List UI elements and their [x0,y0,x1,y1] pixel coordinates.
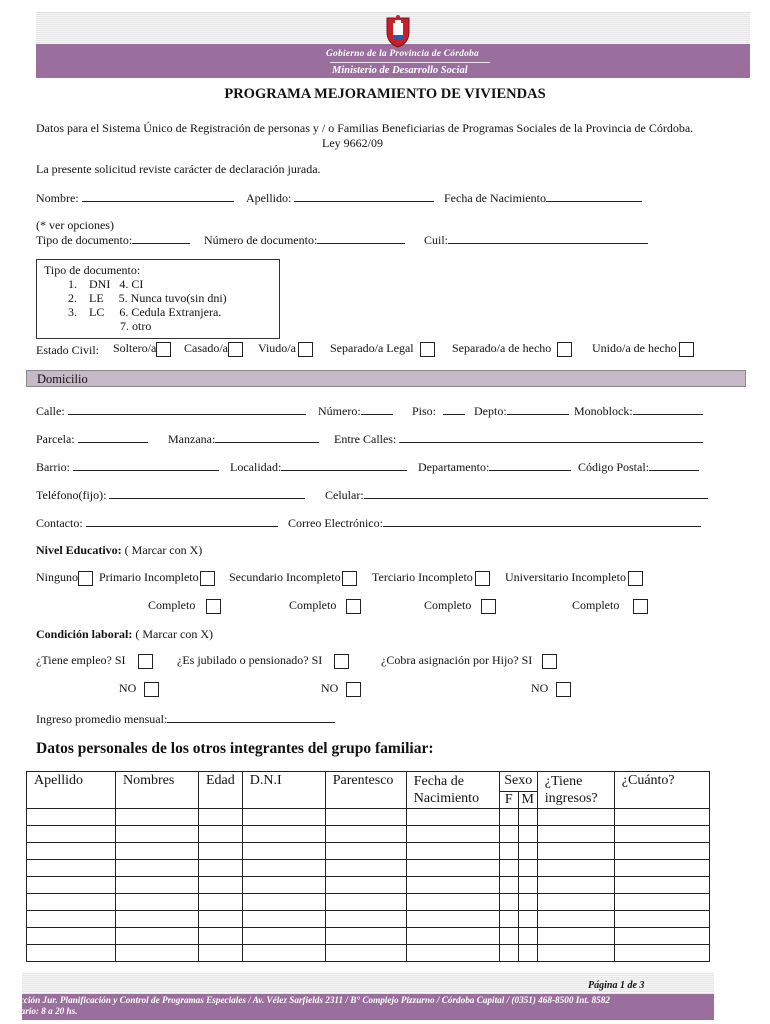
calle-line[interactable] [68,403,306,415]
col-cuanto: ¿Cuánto? [614,772,709,809]
separado-legal-checkbox[interactable] [420,342,435,357]
parcela-field[interactable] [36,431,148,447]
universitario-incompleto-checkbox[interactable] [628,571,643,586]
contacto-line[interactable] [86,515,278,527]
localidad-line[interactable] [281,459,407,471]
numero-label: Número: [318,404,361,418]
table-row[interactable] [27,911,710,928]
primario-completo-checkbox[interactable] [206,599,221,614]
apellido-line[interactable] [294,190,434,202]
completo-label: Completo [148,598,196,612]
separado-legal-label: Separado/a Legal [330,341,414,355]
entre-calles-label: Entre Calles: [334,432,397,446]
unido-checkbox[interactable] [679,342,694,357]
jubilado-si-checkbox[interactable] [334,654,349,669]
footer-text [3,995,610,1017]
edu-secundario-incompleto[interactable] [229,570,357,586]
empleo-si[interactable] [36,653,153,669]
tipo-box-row: 1. DNI 4. CI [68,277,144,291]
col-sexo-m: M [518,792,537,809]
jubilado-label: ¿Es jubilado o pensionado? SI [177,653,323,667]
fecha-nac-line[interactable] [546,190,642,202]
col-edad: Edad [199,772,243,809]
page-number: Página 1 de 3 [588,980,645,991]
apellido-field[interactable] [246,190,434,206]
edu-secundario-completo[interactable] [289,598,361,614]
asignacion-no-checkbox[interactable] [556,682,571,697]
ninguno-label: Ninguno [36,570,78,584]
monoblock-label: Monoblock: [574,404,633,418]
page-title: PROGRAMA MEJORAMIENTO DE VIVIENDAS [224,86,546,102]
nombre-line[interactable] [82,190,234,202]
codigo-postal-field[interactable] [578,459,699,475]
calle-field[interactable] [36,403,306,419]
col-nombres: Nombres [116,772,199,809]
asignacion-si-checkbox[interactable] [542,654,557,669]
fecha-nac-field[interactable] [444,190,642,206]
universitario-completo-checkbox[interactable] [633,599,648,614]
footer-address: Dirección Jur. Planificación y Control de Programas Especiales / Av. Vélez Sarfields 2311 / B° Complejo Pizzurno / Córdoba Capital / (0351) 468-8500 Int. 8582 [3,995,610,1005]
ver-opciones-note: (* ver opciones) [36,218,114,232]
viudo-label: Viudo/a [258,341,296,355]
secundario-label: Secundario Incompleto [229,570,341,584]
piso-line[interactable] [443,403,465,415]
casado-checkbox[interactable] [228,342,243,357]
correo-label: Correo Electrónico: [288,516,383,530]
footer-hours: Horario: 8 a 20 hs. [3,1006,78,1016]
ingreso-label: Ingreso promedio mensual: [36,712,168,726]
telefono-field[interactable] [36,487,305,503]
edu-ninguno[interactable] [36,570,93,586]
edu-terciario-completo[interactable] [424,598,496,614]
tipo-doc-line[interactable] [132,232,190,244]
educativo-title: Nivel Educativo: [36,543,122,557]
numero-doc-label: Número de documento: [204,233,318,247]
estado-civil-viudo[interactable] [258,341,313,357]
numero-doc-field[interactable] [204,232,405,248]
declaracion-text: La presente solicitud reviste carácter de declaración jurada. [36,162,321,176]
secundario-incompleto-checkbox[interactable] [342,571,357,586]
domicilio-section-bar [26,370,746,387]
monoblock-field[interactable] [574,403,703,419]
localidad-field[interactable] [230,459,407,475]
cuil-field[interactable] [424,232,648,248]
departamento-line[interactable] [489,459,571,471]
estado-civil-soltero[interactable] [113,341,171,357]
soltero-checkbox[interactable] [156,342,171,357]
parcela-label: Parcela: [36,432,75,446]
contacto-field[interactable] [36,515,278,531]
laboral-title: Condición laboral: [36,627,133,641]
table-row[interactable] [27,928,710,945]
fecha-nac-label: Fecha de Nacimiento [444,191,546,205]
entre-calles-line[interactable] [399,431,703,443]
terciario-completo-checkbox[interactable] [481,599,496,614]
primario-incompleto-checkbox[interactable] [200,571,215,586]
no-label: NO [119,681,137,695]
localidad-label: Localidad: [230,460,282,474]
terciario-incompleto-checkbox[interactable] [475,571,490,586]
secundario-completo-checkbox[interactable] [346,599,361,614]
estado-civil-unido[interactable] [592,341,694,357]
tipo-doc-label: Tipo de documento: [36,233,133,247]
barrio-field[interactable] [36,459,219,475]
tipo-box-title: Tipo de documento: [44,263,141,277]
completo-label: Completo [289,598,337,612]
viudo-checkbox[interactable] [298,342,313,357]
codigo-postal-line[interactable] [649,459,699,471]
celular-field[interactable] [325,487,708,503]
empleo-si-checkbox[interactable] [138,654,153,669]
estado-civil-casado[interactable] [184,341,243,357]
col-sexo: Sexo [499,772,537,792]
laboral-heading [36,627,213,642]
intro-text: Datos para el Sistema Único de Registración de personas y / o Familias Beneficiarias de Programas Sociales de la Provincia de Córdoba. [36,121,694,135]
departamento-label: Departamento: [418,460,490,474]
table-row[interactable] [27,843,710,860]
contacto-label: Contacto: [36,516,83,530]
table-row[interactable] [27,826,710,843]
edu-primario-incompleto[interactable] [99,570,215,586]
correo-field[interactable] [288,515,701,531]
jubilado-no[interactable] [321,681,361,697]
ingreso-field[interactable] [36,711,335,727]
edu-universitario-incompleto[interactable] [505,570,643,586]
table-row[interactable] [27,894,710,911]
edu-primario-completo[interactable] [148,598,221,614]
piso-label: Piso: [412,404,437,418]
completo-label: Completo [572,598,620,612]
barrio-label: Barrio: [36,460,70,474]
col-parentesco: Parentesco [325,772,406,809]
separado-hecho-label: Separado/a de hecho [452,341,552,355]
celular-line[interactable] [364,487,708,499]
tipo-box-row: 7. otro [120,319,152,333]
table-row[interactable] [27,945,710,962]
unido-label: Unido/a de hecho [592,341,677,355]
parcela-line[interactable] [78,431,148,443]
barrio-line[interactable] [73,459,219,471]
tipo-box-row: 2. LE 5. Nunca tuvo(sin dni) [68,291,227,305]
domicilio-section-title: Domicilio [37,372,88,386]
tipo-doc-field[interactable] [36,232,190,248]
estado-civil-separado-legal[interactable] [330,341,435,357]
correo-line[interactable] [383,515,701,527]
calle-label: Calle: [36,404,65,418]
manzana-label: Manzana: [168,432,216,446]
asignacion-no[interactable] [531,681,571,697]
nombre-label: Nombre: [36,191,79,205]
numero-doc-line[interactable] [317,232,405,244]
table-row[interactable] [27,860,710,877]
col-fecha: Fecha de Nacimiento [406,772,499,809]
tipo-documento-legend [44,263,227,333]
nombre-field[interactable] [36,190,234,206]
telefono-line[interactable] [109,487,305,499]
familia-title: Datos personales de los otros integrantes del grupo familiar: [36,740,434,757]
jubilado-no-checkbox[interactable] [346,682,361,697]
col-dni: D.N.I [242,772,325,809]
estado-civil-label: Estado Civil: [36,343,99,357]
familia-table [26,771,710,962]
edu-universitario-completo[interactable] [572,598,648,614]
no-label: NO [321,681,339,695]
departamento-field[interactable] [418,459,571,475]
casado-label: Casado/a [184,341,228,355]
completo-label: Completo [424,598,472,612]
asignacion-label: ¿Cobra asignación por Hijo? SI [381,653,533,667]
header-divider [330,62,490,63]
asignacion-si[interactable] [381,653,557,669]
ingreso-line[interactable] [167,711,335,723]
empleo-no[interactable] [119,681,159,697]
coat-of-arms-icon [384,14,412,48]
monoblock-line[interactable] [633,403,703,415]
empleo-label: ¿Tiene empleo? SI [36,653,126,667]
depto-label: Depto: [474,404,507,418]
terciario-label: Terciario Incompleto [372,570,473,584]
tipo-box-row: 3. LC 6. Cedula Extranjera. [68,305,222,319]
telefono-label: Teléfono(fijo): [36,488,107,502]
laboral-hint: ( Marcar con X) [132,627,213,641]
celular-label: Celular: [325,488,364,502]
depto-field[interactable] [474,403,569,419]
manzana-line[interactable] [215,431,319,443]
ninguno-checkbox[interactable] [78,571,93,586]
table-row[interactable] [27,809,710,826]
numero-line[interactable] [361,403,393,415]
no-label: NO [531,681,549,695]
cuil-line[interactable] [448,232,648,244]
empleo-no-checkbox[interactable] [144,682,159,697]
col-tiene-ingresos: ¿Tiene ingresos? [537,772,614,809]
numero-field[interactable] [318,403,393,419]
codigo-postal-label: Código Postal: [578,460,650,474]
primario-label: Primario Incompleto [99,570,199,584]
universitario-label: Universitario Incompleto [505,570,626,584]
educativo-heading [36,543,202,558]
ley-text: Ley 9662/09 [322,136,383,150]
estado-civil-separado-hecho[interactable] [452,341,572,357]
col-apellido: Apellido [27,772,116,809]
entre-calles-field[interactable] [334,431,703,447]
separado-hecho-checkbox[interactable] [557,342,572,357]
soltero-label: Soltero/a [113,341,157,355]
piso-field[interactable] [412,403,465,419]
educativo-hint: ( Marcar con X) [121,543,203,557]
cuil-label: Cuil: [424,233,449,247]
header-ministry: Ministerio de Desarrollo Social [332,65,468,76]
table-row[interactable] [27,877,710,894]
edu-terciario-incompleto[interactable] [372,570,490,586]
depto-line[interactable] [507,403,569,415]
header-government: Gobierno de la Provincia de Córdoba [326,49,479,59]
manzana-field[interactable] [168,431,319,447]
col-sexo-f: F [499,792,518,809]
jubilado-si[interactable] [177,653,349,669]
apellido-label: Apellido: [246,191,292,205]
